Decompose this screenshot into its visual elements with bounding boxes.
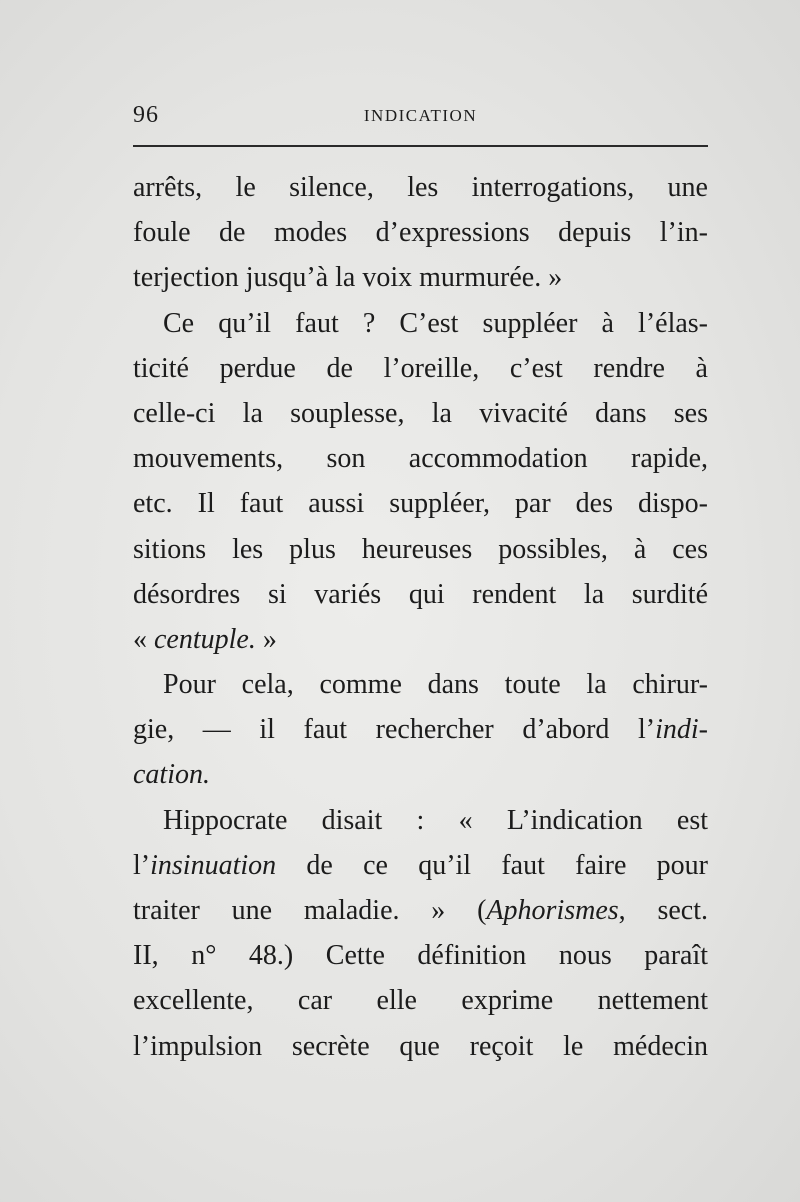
- text-line: etc. Il faut aussi suppléer, par des dispo-: [133, 488, 708, 520]
- body-text: [133, 165, 708, 1069]
- text-line: gie, — il faut rechercher d’abord l’indi-: [133, 714, 708, 746]
- italic-text: cation.: [133, 759, 210, 791]
- text-line: l’insinuation de ce qu’il faut faire pour: [133, 849, 708, 881]
- page-number: 96: [133, 102, 159, 128]
- text-line: foule de modes d’expressions depuis l’in-: [133, 217, 708, 249]
- text-line: excellente, car elle exprime nettement: [133, 985, 708, 1017]
- header-rule: [133, 145, 708, 147]
- page-header: [133, 100, 708, 134]
- running-title: INDICATION: [363, 106, 478, 125]
- text-line: ticité perdue de l’oreille, c’est rendre à: [133, 352, 708, 384]
- text-line: Pour cela, comme dans toute la chirur-: [163, 669, 708, 701]
- text-line: Hippocrate disait : « L’indication est: [163, 804, 708, 836]
- italic-text: centuple.: [154, 623, 256, 655]
- italic-text: insinuation: [150, 849, 277, 881]
- text-line: l’impulsion secrète que reçoit le médecin: [133, 1030, 708, 1062]
- text-line: traiter une maladie. » (Aphorismes, sect.: [133, 895, 709, 926]
- text-line: terjection jusqu’à la voix murmurée. »: [133, 262, 563, 294]
- text-line: « centuple. »: [133, 623, 277, 655]
- text-line: II, n° 48.) Cette définition nous paraît: [133, 940, 708, 972]
- text-line: arrêts, le silence, les interrogations, une: [133, 172, 708, 203]
- text-line: [133, 752, 708, 797]
- italic-text: indi-: [655, 714, 708, 746]
- text-line: celle-ci la souplesse, la vivacité dans ses: [133, 397, 708, 429]
- text-line: Ce qu’il faut ? C’est suppléer à l’élas-: [163, 307, 708, 339]
- text-line: désordres si variés qui rendent la surdité: [133, 578, 708, 610]
- italic-text: Aphorismes: [486, 895, 619, 926]
- text-line: mouvements, son accommodation rapide,: [133, 443, 708, 475]
- text-line: sitions les plus heureuses possibles, à ces: [133, 533, 708, 565]
